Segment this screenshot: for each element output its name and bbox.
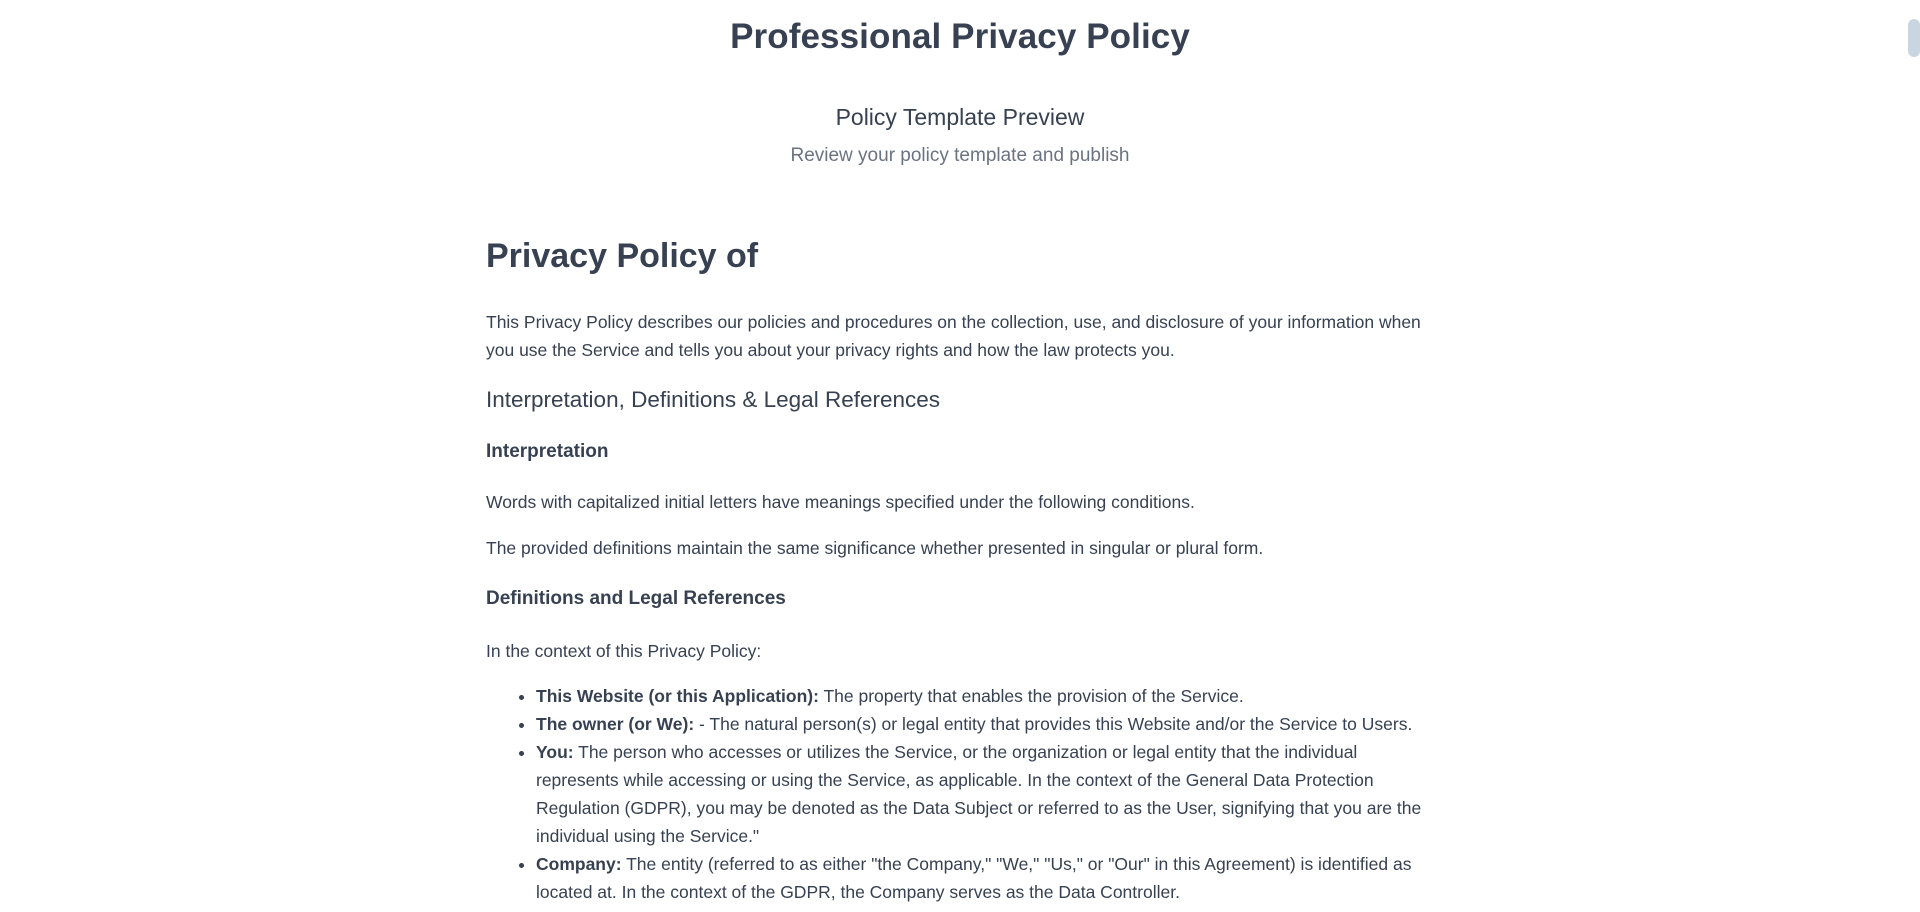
- definitions-lead: In the context of this Privacy Policy:: [486, 641, 762, 661]
- interpretation-paragraph: Words with capitalized initial letters have meanings specified under the following conditions.: [486, 492, 1195, 512]
- app-title: Professional Privacy Policy: [730, 17, 1190, 56]
- policy-intro: This Privacy Policy describes our policies and procedures on the collection, use, and disclosure of your information when you use the Service and tells you about your privacy rights and how the law protects you.: [486, 312, 1421, 360]
- preview-title: Policy Template Preview: [835, 104, 1085, 130]
- scrollbar-thumb[interactable]: [1908, 19, 1920, 57]
- policy-document: [486, 226, 1426, 906]
- definitions-heading: Definitions and Legal References: [486, 588, 786, 609]
- interpretation-heading: Interpretation: [486, 441, 609, 462]
- vertical-scrollbar[interactable]: [1906, 0, 1920, 912]
- definition-item: [536, 682, 1426, 710]
- preview-subtitle: Review your policy template and publish: [790, 145, 1130, 166]
- definition-term: The owner (or We):: [536, 714, 695, 734]
- definition-term: This Website (or this Application):: [536, 686, 819, 706]
- definition-item: [536, 710, 1426, 738]
- definition-text: The entity (referred to as either "the Company," "We," "Us," or "Our" in this Agreement) is identified as located at. In the context of the GDPR, the Company serves as the Data Controller.: [536, 854, 1412, 902]
- definition-item: [536, 850, 1426, 906]
- definition-text: The property that enables the provision of the Service.: [818, 686, 1244, 706]
- definitions-list: [486, 682, 1426, 906]
- section-heading-interpretation-definitions: Interpretation, Definitions & Legal References: [486, 387, 941, 412]
- page-header: [0, 0, 1920, 169]
- definition-text: - The natural person(s) or legal entity that provides this Website and/or the Service to Users.: [694, 714, 1413, 734]
- policy-title: Privacy Policy of: [486, 237, 759, 275]
- definition-term: You:: [536, 742, 574, 762]
- interpretation-paragraph: The provided definitions maintain the same significance whether presented in singular or plural form.: [486, 538, 1264, 558]
- definition-item: [536, 738, 1426, 850]
- definition-term: Company:: [536, 854, 622, 874]
- definition-text: The person who accesses or utilizes the Service, or the organization or legal entity that the individual represents while accessing or using the Service, as applicable. In the context of the General Data Protection Regulation (GDPR), you may be denoted as the Data Subject or referred to as the User, signifying that you are the individual using the Service.": [536, 742, 1422, 846]
